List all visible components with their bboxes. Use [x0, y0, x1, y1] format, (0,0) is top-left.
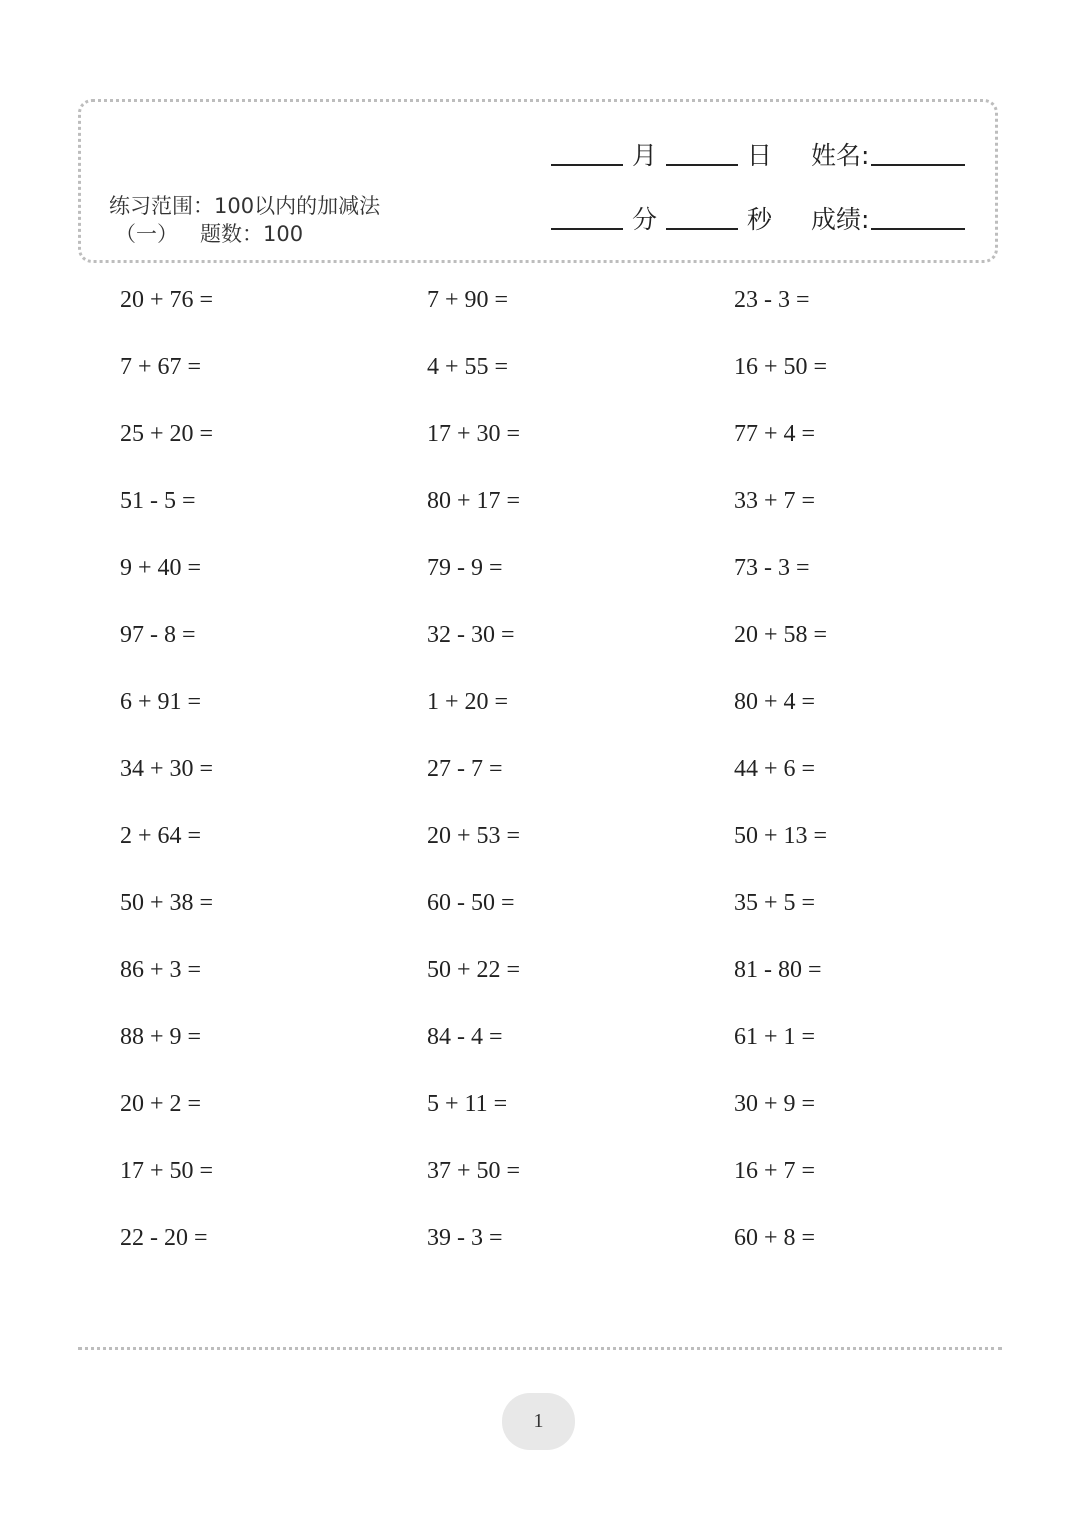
date-name-row [551, 132, 965, 172]
math-problem: 81 - 80 = [734, 957, 822, 983]
math-problem: 20 + 58 = [734, 622, 828, 648]
math-problem: 5 + 11 = [427, 1091, 508, 1117]
math-problem: 51 - 5 = [120, 488, 196, 514]
second-blank[interactable] [666, 226, 738, 230]
math-problem: 50 + 38 = [120, 890, 214, 916]
score-blank[interactable] [871, 226, 965, 230]
minute-label: 分 [632, 205, 658, 234]
math-problem: 39 - 3 = [427, 1225, 503, 1251]
math-problem: 50 + 22 = [427, 957, 521, 983]
math-problem: 30 + 9 = [734, 1091, 816, 1117]
math-problem: 73 - 3 = [734, 555, 810, 581]
name-label: 姓名: [811, 141, 870, 170]
math-problem: 2 + 64 = [120, 823, 202, 849]
math-problem: 80 + 17 = [427, 488, 521, 514]
second-label: 秒 [747, 205, 773, 234]
math-problem: 4 + 55 = [427, 354, 509, 380]
math-problem: 35 + 5 = [734, 890, 816, 916]
math-problem: 17 + 30 = [427, 421, 521, 447]
page-number: 1 [533, 1410, 544, 1432]
math-problem: 32 - 30 = [427, 622, 515, 648]
math-problem: 9 + 40 = [120, 555, 202, 581]
score-label: 成绩: [811, 205, 870, 234]
practice-range [109, 192, 380, 248]
math-problem: 25 + 20 = [120, 421, 214, 447]
math-problem: 80 + 4 = [734, 689, 816, 715]
math-problem: 23 - 3 = [734, 287, 810, 313]
day-blank[interactable] [666, 162, 738, 166]
math-problem: 84 - 4 = [427, 1024, 503, 1050]
set-number: （一） [115, 222, 178, 246]
footer-divider [78, 1347, 1002, 1350]
math-problem: 60 - 50 = [427, 890, 515, 916]
math-problem: 1 + 20 = [427, 689, 509, 715]
day-label: 日 [747, 141, 773, 170]
math-problem: 97 - 8 = [120, 622, 196, 648]
math-problem: 50 + 13 = [734, 823, 828, 849]
math-problem: 6 + 91 = [120, 689, 202, 715]
time-score-row [551, 196, 965, 236]
month-label: 月 [632, 141, 658, 170]
practice-range-line1: 练习范围：100以内的加减法 [109, 194, 381, 218]
math-problem: 77 + 4 = [734, 421, 816, 447]
math-problem: 61 + 1 = [734, 1024, 816, 1050]
math-problem: 60 + 8 = [734, 1225, 816, 1251]
minute-blank[interactable] [551, 226, 623, 230]
math-problem: 7 + 67 = [120, 354, 202, 380]
question-count: 题数：100 [200, 222, 304, 246]
math-problem: 88 + 9 = [120, 1024, 202, 1050]
math-problem: 22 - 20 = [120, 1225, 208, 1251]
practice-range-line2 [109, 220, 380, 248]
math-problem: 20 + 53 = [427, 823, 521, 849]
math-problem: 33 + 7 = [734, 488, 816, 514]
math-problem: 79 - 9 = [427, 555, 503, 581]
math-problem: 20 + 76 = [120, 287, 214, 313]
math-problem: 37 + 50 = [427, 1158, 521, 1184]
math-problem: 86 + 3 = [120, 957, 202, 983]
math-problem: 16 + 7 = [734, 1158, 816, 1184]
name-blank[interactable] [871, 162, 965, 166]
worksheet-header [78, 99, 998, 263]
math-problem: 27 - 7 = [427, 756, 503, 782]
month-blank[interactable] [551, 162, 623, 166]
math-problem: 17 + 50 = [120, 1158, 214, 1184]
math-problem: 20 + 2 = [120, 1091, 202, 1117]
math-problem: 7 + 90 = [427, 287, 509, 313]
math-problem: 16 + 50 = [734, 354, 828, 380]
math-problem: 44 + 6 = [734, 756, 816, 782]
math-problem: 34 + 30 = [120, 756, 214, 782]
page-number-badge [502, 1393, 575, 1450]
